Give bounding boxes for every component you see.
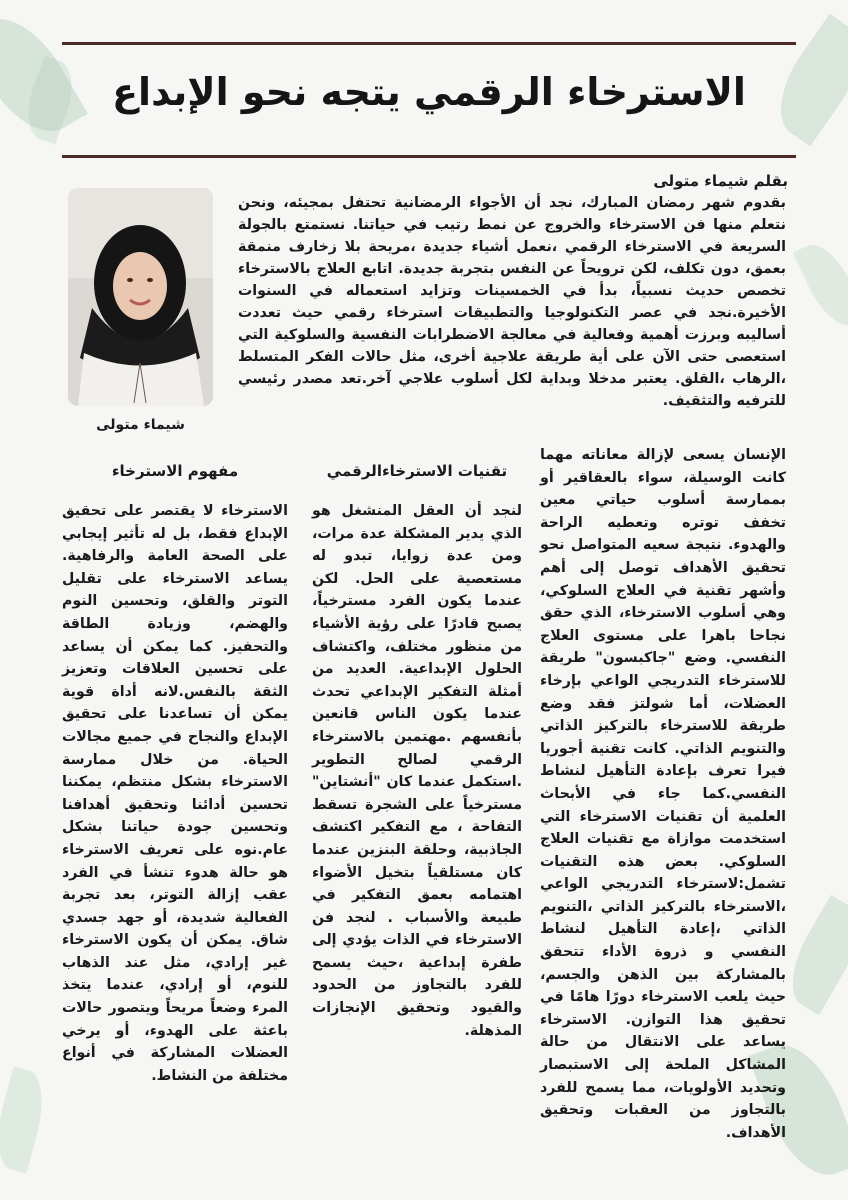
author-portrait-icon [68,188,213,406]
column-middle-heading: تقنيات الاسترخاءالرقمي [326,462,508,480]
photo-caption: شيماء متولى [96,417,185,433]
leaf-decoration-icon [0,1067,52,1174]
column-right-text: الإنسان يسعى لإزالة معاناته مهما كانت الوسيلة، سواء بالعقاقير أو بممارسة أسلوب حياتي معين تخفف توتره وتعطيه الراحة والهدوء. نتيجة سعيه المتواصل نحو تحقيق الأهداف توصل إلى أهم وأشهر تقنية في العلاج السلوكي، وهي أسلوب الاسترخاء، الذي حقق نجاحا باهرا على مستوى العلاج النفسي. وضع "جاكبسون" طريقة للاسترخاء التدريجي الواعي بإرخاء العضلات، أما شولتز فقد وضع طريقة للاسترخاء بالتركيز الذاتي والتنويم الذاتي. كانت تقنية أجوريا فيرا تعرف بإعادة التأهيل لنشاط النفسي.كما جاء في الأبحاث العلمية أن تقنيات الاسترخاء التي استخدمت موازاة مع تقنيات العلاج السلوكي. بعض هذه التقنيات تشمل:لاسترخاء التدريجي الواعي ،الاسترخاء بالتركيز الذاتي ،التنويم الذاتي ،إعادة التأهيل لنشاط النفسي و ذروة الأداء تتحقق بالمشاركة بين الذهن والجسم، حيث يلعب الاسترخاء دورًا هامًا في تحقيق هذا التوازن. الاسترخاء يساعد على الانتقال من حالة المشاكل الملحة إلى الاستبصار وتحديد الأولويات، مما يسمح للفرد بالتجاوز من العقبات وتحقيق الأهداف. [540,447,786,1141]
column-left-text: الاسترخاء لا يقتصر على تحقيق الإبداع فقط، بل له تأثير إيجابي على الصحة العامة والرفاهية. يساعد الاسترخاء على تقليل التوتر والقلق، وتحسين النوم والهضم، وزيادة الطاقة والتحفيز. كما يمكن أن يساعد على تحسين العلاقات وتعزيز الثقة بالنفس.لانه أداة قوية يمكن أن تساعدنا على تحقيق الإبداع والنجاح في جميع مجالات الحياة. من خلال ممارسة الاسترخاء بشكل منتظم، يمكننا تحسين أدائنا وتحقيق أهدافنا وتحسين جودة حياتنا بشكل عام.نوه على تعريف الاسترخاء هو حالة هدوء تنشأ في الفرد عقب إزالة التوتر، بعد تجربة الفعالية شديدة، أو جهد جسدي شاق. يمكن أن يكون الاسترخاء غير إرادي، مثل عند الذهاب للنوم، أو إرادي، عندما يتخذ المرء وضعاً مريحاً ويتصور حالات باعثة على الهدوء، أو يرخي العضلات المشاركة في أنواع مختلفة من النشاط. [62,503,288,1084]
byline: بقلم شيماء متولى [653,172,788,190]
bottom-rule [62,155,796,158]
leaf-decoration-icon [776,895,848,1015]
intro-paragraph: بقدوم شهر رمضان المبارك، نجد أن الأجواء الرمضانية تحتفل بمجيئه، ونحن نتعلم منها فن الاسترخاء والخروج عن نمط رتيب في حياتنا. نستمتع بالجولة السريعة في الاسترخاء الرقمي ،نعمل أشياء جديدة ،مريحة بلا زخارف منمقة بعمق، دون تكلف، لكن ترويحاً عن النفس بتجربة جديدة. اتابع العلاج بالاسترخاء تخصص حديث نسبياً، بدأ في الخمسينات وتزايد استعماله في السنوات الأخيرة.نجد في عصر التكنولوجيا والتطبيقات استرخاء رقمي حيث تعددت أساليبه وبرزت أهمية وفعالية في معالجة الاضطرابات النفسية والسلوكية التي استعصى حتى الآن على أية طريقة علاجية أخرى، مثل حالات الفكر المتسلط ،الرهاب ،القلق. يعتبر مدخلا وبداية لكل أسلوب علاجي آخر.تعد مصدر رئيسي للترفيه والتثقيف. [238,195,786,409]
author-photo [68,188,213,406]
top-rule [62,42,796,45]
article-title: الاسترخاء الرقمي يتجه نحو الإبداع [112,70,746,114]
column-middle-text: لنجد أن العقل المنشغل هو الذي يدير المشكلة عدة مرات، ومن عدة زوايا، تبدو له مستعصية على الحل. لكن عندما يكون الفرد مسترخياً، يصبح قادرًا على رؤية الأشياء من منظور مختلف، واكتشاف الحلول الإبداعية. العديد من أمثلة التفكير الإبداعي تحدث عندما يكون الناس قانعين بأنفسهم .مهتمين بالاسترخاء الرقمي لصالح التطوير .استكمل عندما كان "أنشتاين" مسترخياً على الشجرة تسقط التفاحة ، مع التفكير اكتشف الجاذبية، وحلقة البنزين عندما كان مستلقياً بتخيل الأضواء اهتمامه بعمق التفكير في طبيعة والأسباب . لنجد فن الاسترخاء في الذات يؤدي إلى طفرة إبداعية ،حيث يسمح للفرد بالتجاوز من الحدود والقيود وتحقيق الإنجازات المذهلة. [312,503,522,1039]
column-left-heading: مفهوم الاسترخاء [111,462,239,480]
leaf-decoration-icon [793,236,848,334]
